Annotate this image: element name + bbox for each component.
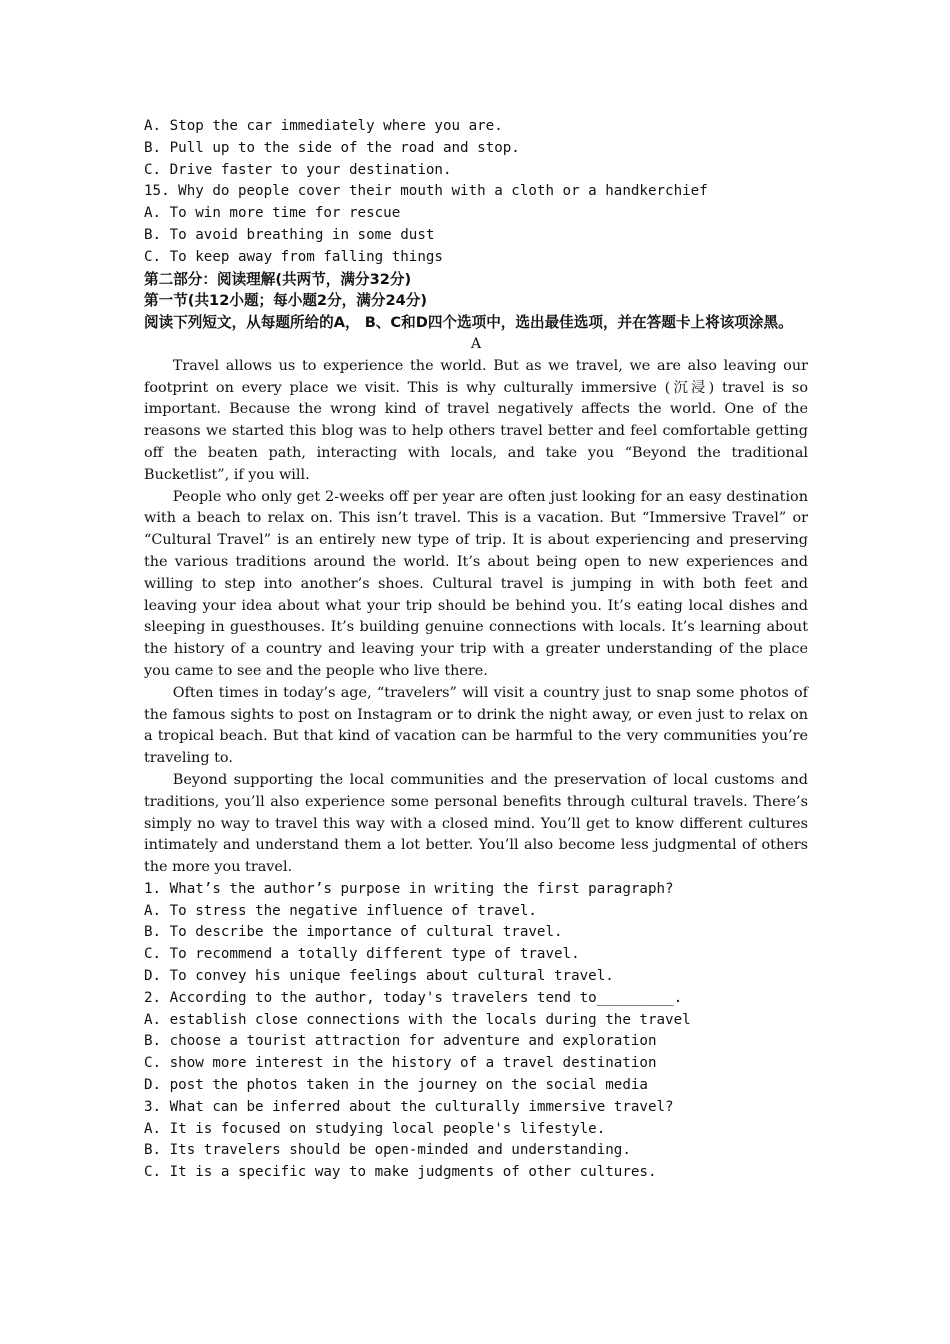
- option-line: C. It is a specific way to make judgments of other cultures.: [144, 1164, 657, 1181]
- option-line: A. To win more time for rescue: [144, 205, 401, 222]
- passage-paragraph: Travel allows us to experience the world. But as we travel, we are also leaving our footprint on every place we visit. This is why culturally immersive (沉浸) travel is so important. Because the wrong kind of travel negatively affects the world. One of the reasons we started this blog was to help others travel better and feel comfortable getting off the beaten path, interacting with locals, and take you “Beyond the traditional Bucketlist”, if you will.: [144, 357, 808, 483]
- part-title: 第二部分：阅读理解(共两节，满分32分): [144, 270, 412, 288]
- option-line: D. To convey his unique feelings about cultural travel.: [144, 968, 614, 985]
- option-line: A. establish close connections with the locals during the travel: [144, 1011, 691, 1028]
- section-header: [144, 269, 808, 334]
- option-line: B. Pull up to the side of the road and stop.: [144, 139, 520, 156]
- option-line: D. post the photos taken in the journey on the social media: [144, 1077, 648, 1094]
- passage-paragraph: Beyond supporting the local communities and the preservation of local customs and traditions, you’ll also experience some personal benefits through cultural travels. There’s simply no way to travel this way with a closed mind. You’ll get to know different cultures intimately and understand them a lot better. You’ll also become less judgmental of others the more you travel.: [144, 771, 808, 876]
- passage-label: A: [470, 335, 482, 352]
- passage-body: [144, 356, 808, 879]
- question-list: [144, 879, 808, 1184]
- option-line: B. choose a tourist attraction for adventure and exploration: [144, 1033, 657, 1050]
- option-line: A. To stress the negative influence of travel.: [144, 902, 537, 919]
- question-1: [144, 879, 808, 988]
- question-text: 2. According to the author, today's travelers tend to_________.: [144, 989, 683, 1006]
- question-text: 3. What can be inferred about the culturally immersive travel?: [144, 1098, 674, 1115]
- option-line: C. show more interest in the history of a travel destination: [144, 1055, 657, 1072]
- option-line: B. To avoid breathing in some dust: [144, 226, 435, 243]
- instruction-text: 阅读下列短文，从每题所给的A， B、C和D四个选项中，选出最佳选项，并在答题卡上将该项涂黑。: [144, 314, 793, 332]
- option-line: C. To keep away from falling things: [144, 248, 443, 265]
- option-line: A. It is focused on studying local people's lifestyle.: [144, 1120, 606, 1137]
- option-line: C. Drive faster to your destination.: [144, 161, 452, 178]
- question-text: 1. What’s the author’s purpose in writing the first paragraph?: [144, 880, 674, 897]
- question-text: 15. Why do people cover their mouth with a cloth or a handkerchief: [144, 183, 708, 200]
- question-2: [144, 988, 808, 1097]
- prev-question-options: [144, 116, 808, 181]
- option-line: C. To recommend a totally different type of travel.: [144, 946, 580, 963]
- question-3: [144, 1097, 808, 1184]
- option-line: A. Stop the car immediately where you are.: [144, 118, 503, 134]
- passage-paragraph: Often times in today’s age, “travelers” will visit a country just to snap some photos of the famous sights to post on Instagram or to drink the night away, or even just to relax on a tropical beach. But that kind of vacation can be harmful to the very communities you’re traveling to.: [144, 684, 808, 767]
- passage-paragraph: People who only get 2-weeks off per year are often just looking for an easy destination with a beach to relax on. This isn’t travel. This is a vacation. But “Immersive Travel” or “Cultural Travel” is an entirely new type of trip. It is about experiencing and preserving the various traditions around the world. It’s about being open to new experiences and willing to step into another’s shoes. Cultural travel is jumping in with both feet and leaving your idea about what your trip should be behind you. It’s eating local dishes and sleeping in guesthouses. It’s building genuine connections with locals. It’s learning about the history of a country and leaving your trip with a greater understanding of the place you came to see and the people who live there.: [144, 488, 808, 679]
- question-15: [144, 181, 808, 268]
- section-title: 第一节(共12小题；每小题2分，满分24分): [144, 292, 428, 310]
- option-line: B. Its travelers should be open-minded and understanding.: [144, 1142, 631, 1159]
- option-line: B. To describe the importance of cultural travel.: [144, 924, 563, 941]
- exam-page: [144, 116, 808, 1184]
